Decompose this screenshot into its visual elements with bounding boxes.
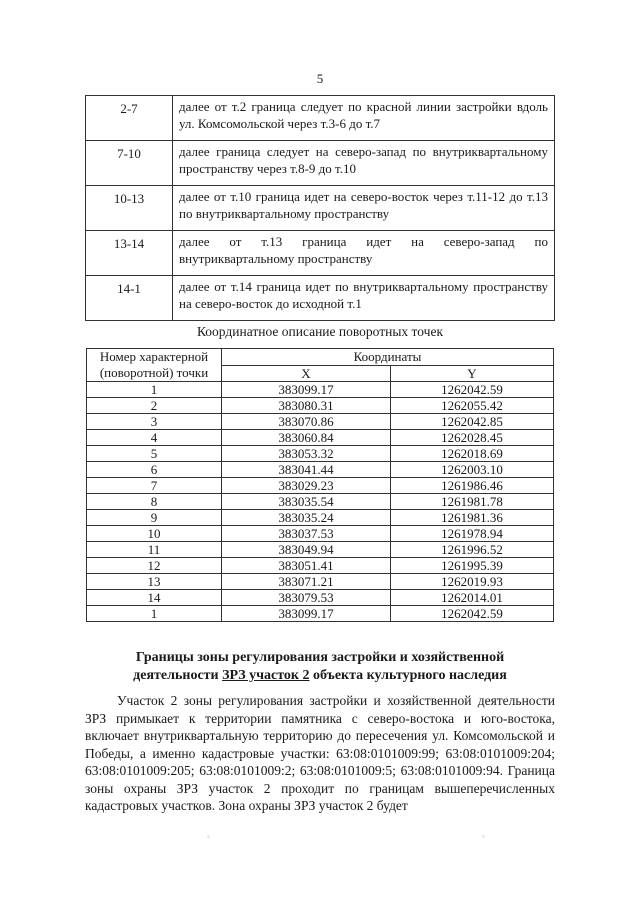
point-number: 9 [87, 510, 222, 526]
route-segment: 14-1 [86, 276, 173, 321]
coordinate-x: 383079.53 [222, 590, 391, 606]
header-x: X [222, 366, 391, 382]
coordinate-row [87, 478, 554, 494]
coordinates-table [86, 348, 554, 622]
coordinate-y: 1261996.52 [391, 542, 554, 558]
coordinate-x: 383049.94 [222, 542, 391, 558]
route-description: далее от т.2 граница следует по красной линии застройки вдоль ул. Комсомольской через т.3-6 до т.7 [173, 96, 555, 141]
point-number: 10 [87, 526, 222, 542]
point-number: 4 [87, 430, 222, 446]
coordinate-row [87, 446, 554, 462]
coordinate-y: 1262042.59 [391, 382, 554, 398]
coordinate-row [87, 558, 554, 574]
coordinate-x: 383060.84 [222, 430, 391, 446]
point-number: 8 [87, 494, 222, 510]
coordinate-x: 383041.44 [222, 462, 391, 478]
route-description: далее от т.10 граница идет на северо-восток через т.11-12 до т.13 по внутриквартальному пространству [173, 186, 555, 231]
coordinate-x: 383029.23 [222, 478, 391, 494]
coordinate-x: 383099.17 [222, 382, 391, 398]
point-number: 14 [87, 590, 222, 606]
scan-mark-left: ◦ [207, 832, 210, 841]
coordinate-row [87, 606, 554, 622]
heading-zone-name: ЗРЗ участок 2 [222, 668, 310, 683]
body-paragraph [85, 692, 555, 815]
coordinate-y: 1262028.45 [391, 430, 554, 446]
coordinate-y: 1262042.85 [391, 414, 554, 430]
coordinate-row [87, 462, 554, 478]
route-segment: 7-10 [86, 141, 173, 186]
coordinate-y: 1261978.94 [391, 526, 554, 542]
coordinate-row [87, 574, 554, 590]
point-number: 7 [87, 478, 222, 494]
coordinate-row [87, 382, 554, 398]
coordinate-x: 383080.31 [222, 398, 391, 414]
header-point-number: Номер характерной (поворотной) точки [87, 349, 222, 382]
point-number: 11 [87, 542, 222, 558]
route-table-body [86, 96, 555, 321]
section-heading-line2 [85, 667, 555, 685]
coordinate-y: 1262019.93 [391, 574, 554, 590]
point-number: 2 [87, 398, 222, 414]
section-heading [85, 649, 555, 685]
coordinate-x: 383035.24 [222, 510, 391, 526]
coordinate-x: 383053.32 [222, 446, 391, 462]
point-number: 13 [87, 574, 222, 590]
coordinates-table-body [87, 382, 554, 622]
route-description: далее от т.14 граница идет по внутриквартальному пространству на северо-восток до исходной т.1 [173, 276, 555, 321]
scan-mark-right: ◦ [482, 832, 485, 841]
route-segment: 2-7 [86, 96, 173, 141]
coordinate-y: 1262018.69 [391, 446, 554, 462]
point-number: 5 [87, 446, 222, 462]
coordinate-row [87, 510, 554, 526]
coordinate-row [87, 430, 554, 446]
route-description: далее граница следует на северо-запад по внутриквартальному пространству через т.8-9 до т.10 [173, 141, 555, 186]
point-number: 12 [87, 558, 222, 574]
coordinate-y: 1262003.10 [391, 462, 554, 478]
coordinates-caption: Координатное описание поворотных точек [196, 324, 444, 339]
route-row [86, 186, 555, 231]
coordinate-x: 383037.53 [222, 526, 391, 542]
coordinate-row [87, 542, 554, 558]
coordinate-row [87, 590, 554, 606]
coordinate-row [87, 526, 554, 542]
coordinate-row [87, 414, 554, 430]
body-paragraph-text: Участок 2 зоны регулирования застройки и хозяйственной деятельности ЗРЗ примыкает к территории памятника с северо-востока и юго-востока, включает внутриквартальную территорию до пересечения ул. Комсомольской и Победы, а именно кадастровые участки: 63:08:0101009:99; 63:08:0101009:204; 63:08:0101009:205; 63:08:0101009:2; 63:08:0101009:5; 63:08:0101009:94. Граница зоны охраны ЗРЗ участок 2 проходит по границам вышеперечисленных кадастровых участков. Зона охраны ЗРЗ участок 2 будет [85, 693, 555, 813]
route-row [86, 96, 555, 141]
coordinates-table-header [87, 349, 554, 382]
coordinate-y: 1261981.78 [391, 494, 554, 510]
route-row [86, 276, 555, 321]
route-segment: 10-13 [86, 186, 173, 231]
coordinate-row [87, 494, 554, 510]
coordinate-x: 383035.54 [222, 494, 391, 510]
point-number: 3 [87, 414, 222, 430]
route-row [86, 141, 555, 186]
point-number: 1 [87, 382, 222, 398]
route-description: далее от т.13 граница идет на северо-запад по внутриквартальному пространству [173, 231, 555, 276]
route-segment: 13-14 [86, 231, 173, 276]
coordinate-y: 1262055.42 [391, 398, 554, 414]
heading-prefix: деятельности [133, 668, 223, 683]
coordinate-x: 383099.17 [222, 606, 391, 622]
coordinate-y: 1261981.36 [391, 510, 554, 526]
coordinate-y: 1262042.59 [391, 606, 554, 622]
coordinate-y: 1261995.39 [391, 558, 554, 574]
coordinate-x: 383051.41 [222, 558, 391, 574]
header-y: Y [391, 366, 554, 382]
heading-suffix: объекта культурного наследия [309, 668, 507, 683]
coordinate-row [87, 398, 554, 414]
coordinate-y: 1262014.01 [391, 590, 554, 606]
route-row [86, 231, 555, 276]
header-coordinates: Координаты [222, 349, 554, 366]
point-number: 6 [87, 462, 222, 478]
coordinate-x: 383071.21 [222, 574, 391, 590]
point-number: 1 [87, 606, 222, 622]
boundary-route-table [85, 95, 555, 321]
coordinate-x: 383070.86 [222, 414, 391, 430]
page-number: 5 [316, 71, 324, 86]
section-heading-line1: Границы зоны регулирования застройки и хозяйственной [135, 650, 505, 665]
coordinate-y: 1261986.46 [391, 478, 554, 494]
